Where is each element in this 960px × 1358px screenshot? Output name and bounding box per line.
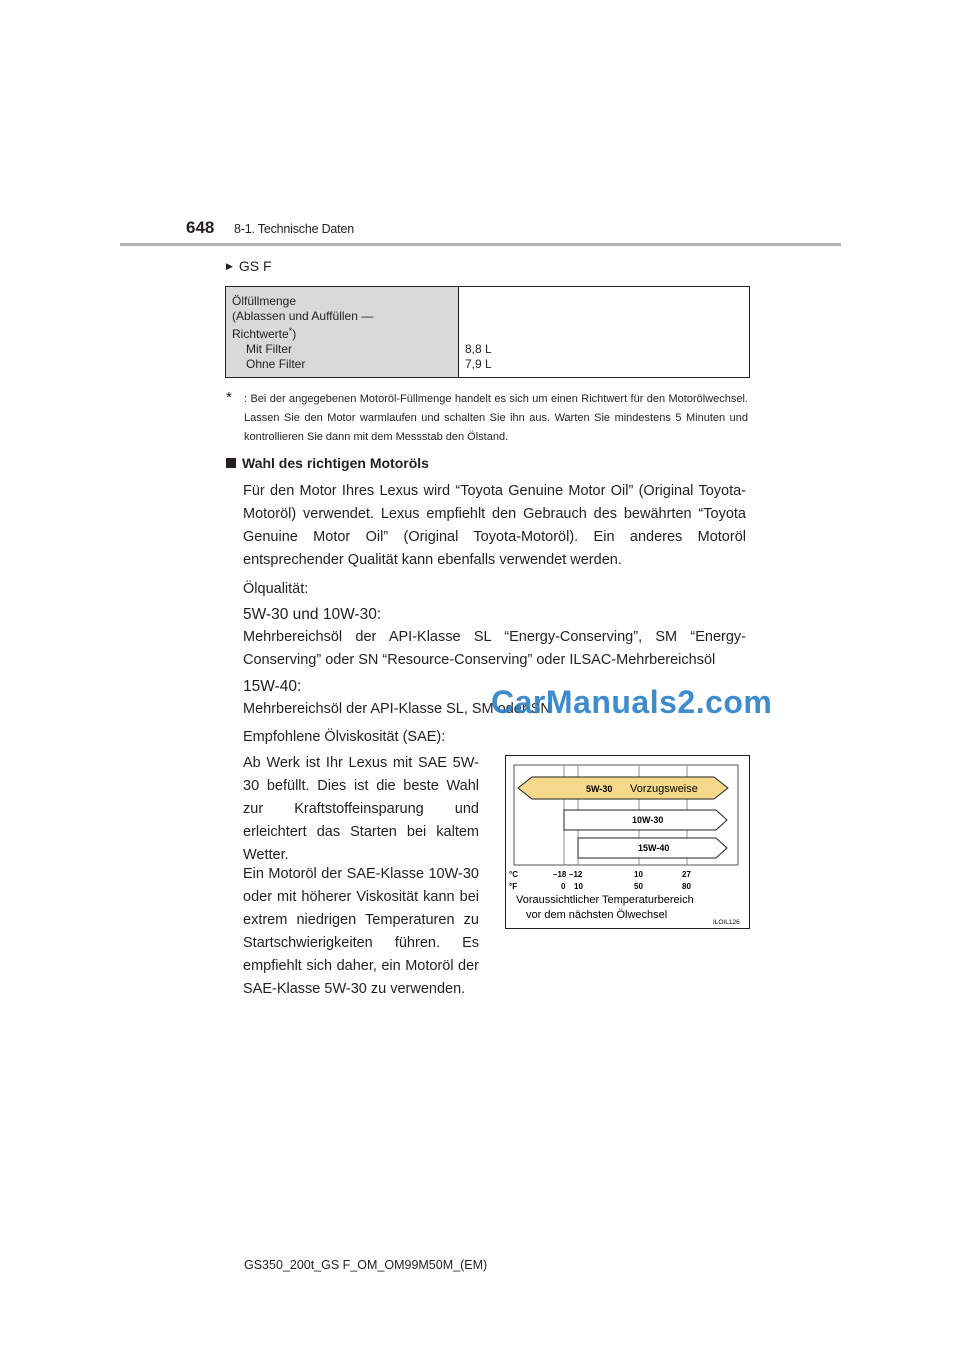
- model-sub-heading: [226, 258, 272, 274]
- section-heading: [226, 455, 429, 471]
- tick-c-10: 10: [634, 870, 643, 879]
- row-label-with-filter: Mit Filter: [246, 342, 292, 356]
- tick-f-50: 50: [634, 882, 643, 891]
- diagram-code: ILOIL126: [713, 919, 740, 926]
- section-heading-text: Wahl des richtigen Motoröls: [242, 455, 429, 471]
- value-without-filter: 7,9 L: [465, 357, 492, 371]
- table-value-cell: [459, 287, 749, 377]
- footnote-asterisk: *: [226, 389, 232, 406]
- tick-c-minus12: –12: [569, 870, 583, 879]
- page-number: 648: [186, 218, 215, 237]
- factory-fill-paragraph: Ab Werk ist Ihr Lexus mit SAE 5W-30 befüllt. Dies ist die beste Wahl zur Kraftstoffeinsparung und erleichtert das Starten bei kaltem Wetter.: [243, 755, 479, 863]
- footnote: [226, 390, 748, 447]
- watermark: CarManuals2.com: [491, 684, 773, 720]
- viscosity-warning-paragraph: Ein Motoröl der SAE-Klasse 10W-30 oder mit höherer Viskosität kann bei extrem niedrigen Temperaturen zu Startschwierigkeiten führen. Es empfiehlt sich daher, ein Motoröl der SAE-Klasse 5W-30 zu verwenden.: [243, 866, 479, 997]
- triangle-bullet-icon: ▶: [226, 261, 233, 271]
- bar-5w30-note: Vorzugsweise: [630, 783, 698, 795]
- table-label-paren: ): [292, 327, 297, 341]
- grade1-title: 5W-30 und 10W-30:: [243, 606, 382, 623]
- bar-10w30-label: 10W-30: [632, 815, 664, 825]
- tick-c-minus18: –18: [553, 870, 567, 879]
- model-label: GS F: [238, 258, 272, 274]
- oil-capacity-table: [225, 286, 750, 378]
- tick-c-27: 27: [682, 870, 691, 879]
- viscosity-chart-svg: [506, 756, 749, 928]
- tick-f-0: 0: [561, 882, 566, 891]
- diagram-caption-line1: Voraussichtlicher Temperaturbereich: [516, 894, 694, 906]
- oil-quality-label: Ölqualität:: [243, 581, 309, 597]
- grade2-text: Mehrbereichsöl der API-Klasse SL, SM oder SN: [243, 701, 551, 717]
- tick-f-10: 10: [574, 882, 583, 891]
- document-footer: GS350_200t_GS F_OM_OM99M50M_(EM): [244, 1258, 488, 1272]
- viscosity-diagram: [505, 755, 750, 929]
- section-title: 8-1. Technische Daten: [234, 222, 354, 236]
- unit-celsius: °C: [509, 870, 518, 879]
- value-with-filter: 8,8 L: [465, 342, 492, 356]
- grade1-text: Mehrbereichsöl der API-Klasse SL “Energy-Conserving”, SM “Energy-Conserving” oder SN “Resource-Conserving” oder ILSAC-Mehrbereichsöl: [243, 629, 746, 668]
- table-label-note: (Ablassen und Auffüllen —: [232, 309, 374, 323]
- row-label-without-filter: Ohne Filter: [246, 357, 306, 371]
- tick-f-80: 80: [682, 882, 691, 891]
- footnote-text: : Bei der angegebenen Motoröl-Füllmenge handelt es sich um einen Richtwert für den Motorölwechsel. Lassen Sie den Motor warmlaufen und schalten Sie ihn aus. Warten Sie mindestens 5 Minuten und kontrollieren Sie dann mit dem Messstab den Ölstand.: [244, 393, 748, 443]
- unit-fahrenheit: °F: [509, 882, 518, 891]
- grade2-title: 15W-40:: [243, 678, 302, 695]
- bar-15w40-label: 15W-40: [638, 843, 670, 853]
- table-label-cell: [226, 287, 459, 377]
- square-bullet-icon: [226, 458, 236, 468]
- viscosity-label: Empfohlene Ölviskosität (SAE):: [243, 729, 446, 745]
- table-label-title: Ölfüllmenge: [232, 294, 297, 308]
- header-rule: [120, 243, 841, 246]
- asterisk-mark: *: [288, 326, 293, 336]
- intro-paragraph: Für den Motor Ihres Lexus wird “Toyota Genuine Motor Oil” (Original Toyota-Motoröl) verwendet. Lexus empfiehlt den Gebrauch des bewährten “Toyota Genuine Motor Oil” (Original Toyota-Motoröl). Ein anderes Motoröl entsprechender Qualität kann ebenfalls verwendet werden.: [243, 483, 746, 568]
- table-label-richtwerte: Richtwerte: [232, 327, 289, 341]
- diagram-caption-line2: vor dem nächsten Ölwechsel: [526, 909, 668, 921]
- bar-5w30-label: 5W-30: [586, 784, 613, 794]
